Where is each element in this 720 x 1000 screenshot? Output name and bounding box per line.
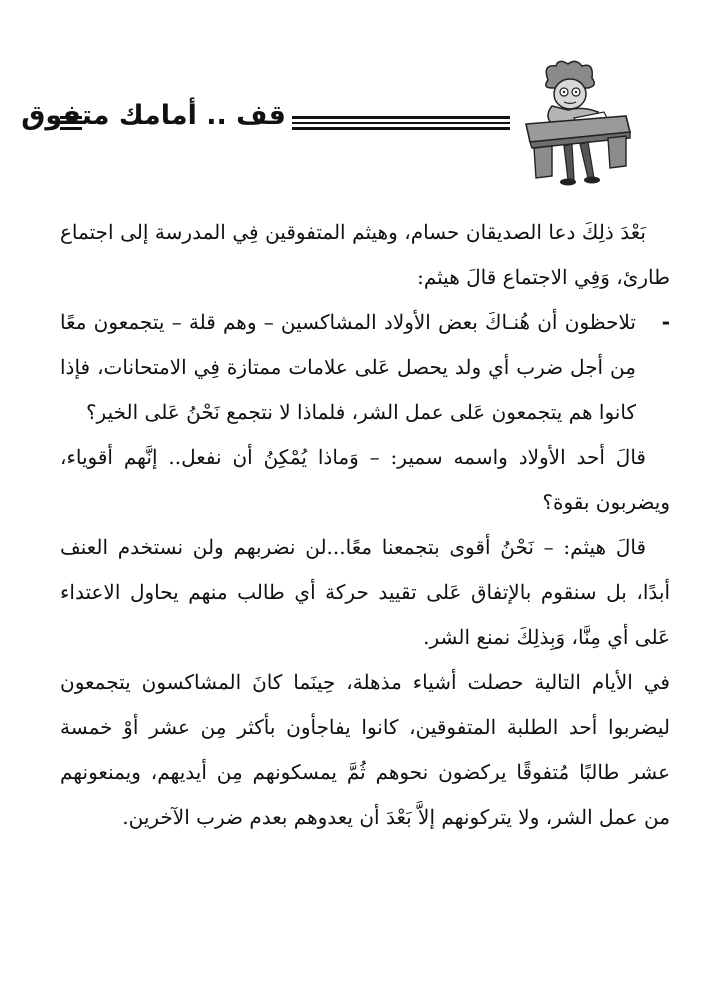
paragraph: في الأيام التالية حصلت أشياء مذهلة، حِينَما كانَ المشاكسون يتجمعون ليضربوا أحد الطلبة المتفوقين، كانوا يفاجأون بأكثر مِن عشر أوْ خمسة عشر طالبًا مُتفوقًا يركضون نحوهم ثُمَّ يمسكونهم مِن أيديهم، ويمنعونهم من عمل الشر، ولا يتركونهم إلاَّ بَعْدَ أن يعدوهم بعدم ضرب الآخرين.	[60, 670, 670, 829]
student-at-desk-icon	[508, 58, 668, 188]
bullet-dash: -	[661, 310, 670, 334]
bullet-text: تلاحظون أن هُنـاكَ بعض الأولاد المشاكسين – وهم قلة – يتجمعون معًا مِن أجل ضرب أي ولد يحصل عَلى علامات ممتازة فِي الامتحانات، فإذا كانوا هم يتجمعون عَلى عمل الشر، فلماذا لا نتجمع نَحْنُ عَلى الخير؟	[60, 310, 636, 424]
bullet-item	[60, 300, 670, 435]
paragraph: بَعْدَ ذلِكَ دعا الصديقان حسام، وهيثم المتفوقين فِي المدرسة إلى اجتماع طارئ، وَفِي الاجتماع قالَ هيثم:	[60, 220, 670, 289]
paragraph: قالَ أحد الأولاد واسمه سمير: – وَماذا يُمْكِنُ أن نفعل.. إنَّهم أقوياء، ويضربون بقوة؟	[60, 445, 670, 514]
story-text	[60, 210, 670, 840]
chapter-header	[0, 0, 720, 200]
header-rule-right	[292, 116, 510, 130]
chapter-title: قف .. أمامك متفوق	[21, 100, 286, 131]
paragraph: قالَ هيثم: – نَحْنُ أقوى بتجمعنا معًا...لن نضربهم ولن نستخدم العنف أبدًا، بل سنقوم بالإتفاق عَلى تقييد حركة أي طالب منهم يحاول الاعتداء عَلى أي مِنَّا، وَبِذلِكَ نمنع الشر.	[60, 535, 670, 649]
